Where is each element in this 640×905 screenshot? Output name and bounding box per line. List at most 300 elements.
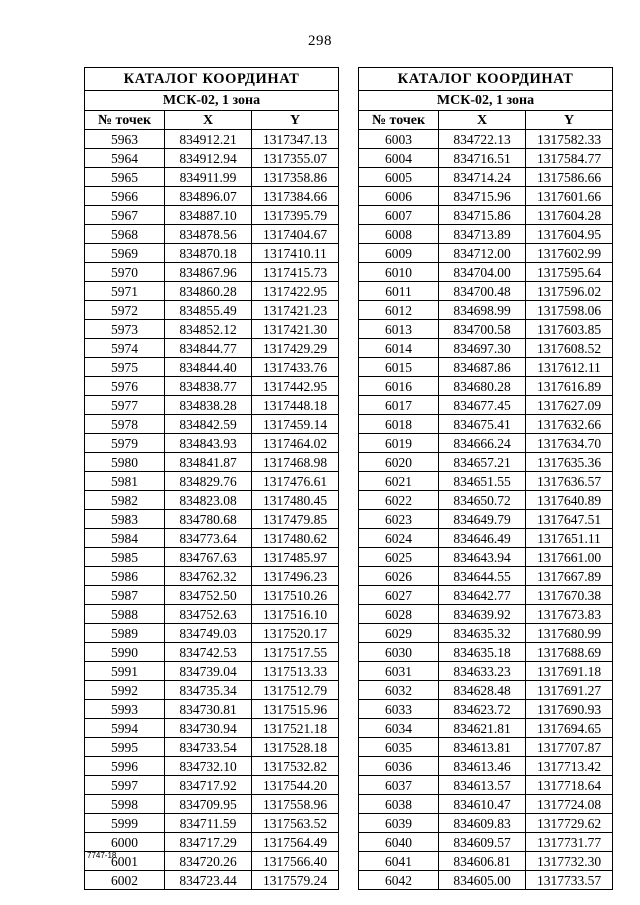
table-row — [85, 871, 339, 890]
point-number-cell: 5988 — [85, 605, 165, 624]
point-number-cell: 6008 — [359, 225, 439, 244]
point-number-cell: 5993 — [85, 700, 165, 719]
point-number-cell: 5969 — [85, 244, 165, 263]
y-coordinate-cell: 1317442.95 — [252, 377, 339, 396]
x-coordinate-cell: 834780.68 — [165, 510, 252, 529]
y-coordinate-cell: 1317513.33 — [252, 662, 339, 681]
x-coordinate-cell: 834642.77 — [439, 586, 526, 605]
x-coordinate-cell: 834717.92 — [165, 776, 252, 795]
y-coordinate-cell: 1317582.33 — [526, 130, 613, 149]
x-coordinate-cell: 834843.93 — [165, 434, 252, 453]
point-number-cell: 5977 — [85, 396, 165, 415]
table-row — [85, 263, 339, 282]
point-number-cell: 6027 — [359, 586, 439, 605]
x-coordinate-cell: 834912.21 — [165, 130, 252, 149]
y-coordinate-cell: 1317480.45 — [252, 491, 339, 510]
table-row — [85, 833, 339, 852]
x-coordinate-cell: 834610.47 — [439, 795, 526, 814]
y-coordinate-cell: 1317517.55 — [252, 643, 339, 662]
table-row — [85, 510, 339, 529]
point-number-cell: 6000 — [85, 833, 165, 852]
point-number-cell: 5974 — [85, 339, 165, 358]
point-number-cell: 6020 — [359, 453, 439, 472]
x-coordinate-cell: 834767.63 — [165, 548, 252, 567]
x-coordinate-cell: 834735.34 — [165, 681, 252, 700]
y-coordinate-cell: 1317512.79 — [252, 681, 339, 700]
table-row — [359, 605, 613, 624]
point-number-cell: 5983 — [85, 510, 165, 529]
table-row — [359, 396, 613, 415]
y-coordinate-cell: 1317586.66 — [526, 168, 613, 187]
x-coordinate-cell: 834723.44 — [165, 871, 252, 890]
y-coordinate-cell: 1317598.06 — [526, 301, 613, 320]
table-row — [85, 415, 339, 434]
y-coordinate-cell: 1317688.69 — [526, 643, 613, 662]
point-number-cell: 5979 — [85, 434, 165, 453]
point-number-cell: 6036 — [359, 757, 439, 776]
table-row — [359, 700, 613, 719]
table-title: КАТАЛОГ КООРДИНАТ — [359, 68, 613, 91]
point-number-cell: 6037 — [359, 776, 439, 795]
page-number: 298 — [308, 33, 332, 49]
y-coordinate-cell: 1317627.09 — [526, 396, 613, 415]
x-coordinate-cell: 834823.08 — [165, 491, 252, 510]
y-coordinate-cell: 1317515.96 — [252, 700, 339, 719]
y-coordinate-cell: 1317404.67 — [252, 225, 339, 244]
point-number-cell: 5963 — [85, 130, 165, 149]
point-number-cell: 6016 — [359, 377, 439, 396]
table-row — [359, 852, 613, 871]
point-number-cell: 5978 — [85, 415, 165, 434]
x-coordinate-cell: 834838.77 — [165, 377, 252, 396]
x-coordinate-cell: 834609.83 — [439, 814, 526, 833]
point-number-cell: 5996 — [85, 757, 165, 776]
table-row — [85, 377, 339, 396]
point-number-cell: 6039 — [359, 814, 439, 833]
x-coordinate-cell: 834711.59 — [165, 814, 252, 833]
x-coordinate-cell: 834739.04 — [165, 662, 252, 681]
x-coordinate-cell: 834639.92 — [439, 605, 526, 624]
y-coordinate-cell: 1317724.08 — [526, 795, 613, 814]
point-number-cell: 5985 — [85, 548, 165, 567]
table-row — [85, 700, 339, 719]
y-coordinate-cell: 1317532.82 — [252, 757, 339, 776]
point-number-cell: 6002 — [85, 871, 165, 890]
y-coordinate-cell: 1317564.49 — [252, 833, 339, 852]
table-row — [85, 624, 339, 643]
table-row — [359, 377, 613, 396]
y-coordinate-cell: 1317636.57 — [526, 472, 613, 491]
x-coordinate-cell: 834613.46 — [439, 757, 526, 776]
point-number-cell: 5994 — [85, 719, 165, 738]
x-coordinate-cell: 834887.10 — [165, 206, 252, 225]
x-coordinate-cell: 834677.45 — [439, 396, 526, 415]
point-number-cell: 5981 — [85, 472, 165, 491]
table-row — [85, 548, 339, 567]
table-row — [85, 244, 339, 263]
point-number-cell: 5976 — [85, 377, 165, 396]
y-coordinate-cell: 1317421.23 — [252, 301, 339, 320]
x-coordinate-cell: 834841.87 — [165, 453, 252, 472]
table-row — [85, 757, 339, 776]
point-number-cell: 5971 — [85, 282, 165, 301]
y-coordinate-cell: 1317612.11 — [526, 358, 613, 377]
table-row — [359, 320, 613, 339]
y-coordinate-cell: 1317673.83 — [526, 605, 613, 624]
point-number-cell: 6014 — [359, 339, 439, 358]
table-row — [359, 225, 613, 244]
y-coordinate-cell: 1317415.73 — [252, 263, 339, 282]
table-row — [85, 434, 339, 453]
y-coordinate-cell: 1317603.85 — [526, 320, 613, 339]
x-coordinate-cell: 834867.96 — [165, 263, 252, 282]
coordinate-catalog-table — [84, 67, 339, 890]
y-coordinate-cell: 1317358.86 — [252, 168, 339, 187]
point-number-cell: 6015 — [359, 358, 439, 377]
x-coordinate-cell: 834716.51 — [439, 149, 526, 168]
y-coordinate-cell: 1317718.64 — [526, 776, 613, 795]
table-row — [359, 776, 613, 795]
point-number-cell: 5998 — [85, 795, 165, 814]
table-row — [359, 453, 613, 472]
point-number-cell: 6032 — [359, 681, 439, 700]
point-number-cell: 6021 — [359, 472, 439, 491]
point-number-cell: 5982 — [85, 491, 165, 510]
point-number-cell: 6011 — [359, 282, 439, 301]
x-coordinate-cell: 834709.95 — [165, 795, 252, 814]
point-number-cell: 6025 — [359, 548, 439, 567]
x-coordinate-cell: 834657.21 — [439, 453, 526, 472]
point-number-cell: 5970 — [85, 263, 165, 282]
point-number-cell: 5986 — [85, 567, 165, 586]
table-row — [359, 415, 613, 434]
table-row — [359, 301, 613, 320]
column-header-x: X — [439, 111, 526, 130]
table-row — [359, 168, 613, 187]
y-coordinate-cell: 1317647.51 — [526, 510, 613, 529]
table-row — [85, 168, 339, 187]
point-number-cell: 5972 — [85, 301, 165, 320]
x-coordinate-cell: 834722.13 — [439, 130, 526, 149]
table-row — [85, 681, 339, 700]
x-coordinate-cell: 834715.96 — [439, 187, 526, 206]
table-row — [359, 491, 613, 510]
y-coordinate-cell: 1317667.89 — [526, 567, 613, 586]
x-coordinate-cell: 834749.03 — [165, 624, 252, 643]
point-number-cell: 5964 — [85, 149, 165, 168]
point-number-cell: 5995 — [85, 738, 165, 757]
table-row — [85, 491, 339, 510]
y-coordinate-cell: 1317510.26 — [252, 586, 339, 605]
table-row — [359, 586, 613, 605]
x-coordinate-cell: 834855.49 — [165, 301, 252, 320]
x-coordinate-cell: 834829.76 — [165, 472, 252, 491]
point-number-cell: 5991 — [85, 662, 165, 681]
point-number-cell: 6017 — [359, 396, 439, 415]
point-number-cell: 6033 — [359, 700, 439, 719]
point-number-cell: 6009 — [359, 244, 439, 263]
table-row — [359, 529, 613, 548]
point-number-cell: 6005 — [359, 168, 439, 187]
x-coordinate-cell: 834623.72 — [439, 700, 526, 719]
table-body — [85, 130, 339, 890]
y-coordinate-cell: 1317544.20 — [252, 776, 339, 795]
table-row — [359, 282, 613, 301]
point-number-cell: 6028 — [359, 605, 439, 624]
table-row — [85, 814, 339, 833]
x-coordinate-cell: 834621.81 — [439, 719, 526, 738]
column-header-point-number: № точек — [359, 111, 439, 130]
x-coordinate-cell: 834730.81 — [165, 700, 252, 719]
y-coordinate-cell: 1317476.61 — [252, 472, 339, 491]
table-row — [85, 567, 339, 586]
point-number-cell: 6018 — [359, 415, 439, 434]
y-coordinate-cell: 1317496.23 — [252, 567, 339, 586]
point-number-cell: 5997 — [85, 776, 165, 795]
point-number-cell: 5984 — [85, 529, 165, 548]
x-coordinate-cell: 834700.58 — [439, 320, 526, 339]
y-coordinate-cell: 1317459.14 — [252, 415, 339, 434]
x-coordinate-cell: 834742.53 — [165, 643, 252, 662]
x-coordinate-cell: 834762.32 — [165, 567, 252, 586]
y-coordinate-cell: 1317651.11 — [526, 529, 613, 548]
table-row — [359, 871, 613, 890]
table-row — [359, 472, 613, 491]
table-row — [85, 529, 339, 548]
point-number-cell: 6029 — [359, 624, 439, 643]
x-coordinate-cell: 834773.64 — [165, 529, 252, 548]
table-row — [359, 719, 613, 738]
point-number-cell: 5965 — [85, 168, 165, 187]
x-coordinate-cell: 834651.55 — [439, 472, 526, 491]
y-coordinate-cell: 1317694.65 — [526, 719, 613, 738]
y-coordinate-cell: 1317691.27 — [526, 681, 613, 700]
table-row — [359, 339, 613, 358]
point-number-cell: 6040 — [359, 833, 439, 852]
point-number-cell: 6004 — [359, 149, 439, 168]
table-row — [85, 852, 339, 871]
y-coordinate-cell: 1317690.93 — [526, 700, 613, 719]
x-coordinate-cell: 834842.59 — [165, 415, 252, 434]
table-row — [85, 320, 339, 339]
table-row — [359, 643, 613, 662]
x-coordinate-cell: 834613.81 — [439, 738, 526, 757]
x-coordinate-cell: 834687.86 — [439, 358, 526, 377]
table-row — [85, 187, 339, 206]
table-row — [359, 434, 613, 453]
column-header-y: Y — [252, 111, 339, 130]
y-coordinate-cell: 1317347.13 — [252, 130, 339, 149]
point-number-cell: 6035 — [359, 738, 439, 757]
y-coordinate-cell: 1317520.17 — [252, 624, 339, 643]
table-row — [359, 130, 613, 149]
point-number-cell: 6019 — [359, 434, 439, 453]
footer-code: 7747-18 — [87, 851, 117, 860]
point-number-cell: 6007 — [359, 206, 439, 225]
y-coordinate-cell: 1317635.36 — [526, 453, 613, 472]
table-row — [359, 263, 613, 282]
table-row — [85, 662, 339, 681]
y-coordinate-cell: 1317713.42 — [526, 757, 613, 776]
x-coordinate-cell: 834700.48 — [439, 282, 526, 301]
table-subtitle: МСК-02, 1 зона — [85, 91, 339, 111]
table-row — [359, 795, 613, 814]
point-number-cell: 6006 — [359, 187, 439, 206]
column-header-point-number: № точек — [85, 111, 165, 130]
x-coordinate-cell: 834633.23 — [439, 662, 526, 681]
x-coordinate-cell: 834852.12 — [165, 320, 252, 339]
table-row — [359, 510, 613, 529]
y-coordinate-cell: 1317729.62 — [526, 814, 613, 833]
y-coordinate-cell: 1317732.30 — [526, 852, 613, 871]
x-coordinate-cell: 834896.07 — [165, 187, 252, 206]
x-coordinate-cell: 834870.18 — [165, 244, 252, 263]
point-number-cell: 5966 — [85, 187, 165, 206]
x-coordinate-cell: 834643.94 — [439, 548, 526, 567]
point-number-cell: 6031 — [359, 662, 439, 681]
point-number-cell: 6030 — [359, 643, 439, 662]
y-coordinate-cell: 1317670.38 — [526, 586, 613, 605]
y-coordinate-cell: 1317707.87 — [526, 738, 613, 757]
table-row — [359, 567, 613, 586]
x-coordinate-cell: 834732.10 — [165, 757, 252, 776]
x-coordinate-cell: 834911.99 — [165, 168, 252, 187]
x-coordinate-cell: 834646.49 — [439, 529, 526, 548]
y-coordinate-cell: 1317429.29 — [252, 339, 339, 358]
y-coordinate-cell: 1317616.89 — [526, 377, 613, 396]
table-row — [85, 225, 339, 244]
y-coordinate-cell: 1317521.18 — [252, 719, 339, 738]
point-number-cell: 5987 — [85, 586, 165, 605]
x-coordinate-cell: 834635.32 — [439, 624, 526, 643]
y-coordinate-cell: 1317601.66 — [526, 187, 613, 206]
point-number-cell: 6023 — [359, 510, 439, 529]
x-coordinate-cell: 834844.77 — [165, 339, 252, 358]
y-coordinate-cell: 1317479.85 — [252, 510, 339, 529]
x-coordinate-cell: 834715.86 — [439, 206, 526, 225]
x-coordinate-cell: 834609.57 — [439, 833, 526, 852]
y-coordinate-cell: 1317632.66 — [526, 415, 613, 434]
table-row — [85, 358, 339, 377]
point-number-cell: 5975 — [85, 358, 165, 377]
table-body — [359, 130, 613, 890]
x-coordinate-cell: 834666.24 — [439, 434, 526, 453]
table-row — [85, 130, 339, 149]
point-number-cell: 5999 — [85, 814, 165, 833]
y-coordinate-cell: 1317680.99 — [526, 624, 613, 643]
x-coordinate-cell: 834717.29 — [165, 833, 252, 852]
point-number-cell: 6038 — [359, 795, 439, 814]
y-coordinate-cell: 1317421.30 — [252, 320, 339, 339]
x-coordinate-cell: 834878.56 — [165, 225, 252, 244]
y-coordinate-cell: 1317733.57 — [526, 871, 613, 890]
table-row — [359, 244, 613, 263]
y-coordinate-cell: 1317604.95 — [526, 225, 613, 244]
table-row — [85, 719, 339, 738]
x-coordinate-cell: 834844.40 — [165, 358, 252, 377]
point-number-cell: 5990 — [85, 643, 165, 662]
coordinate-catalog-table — [358, 67, 613, 890]
table-row — [359, 149, 613, 168]
table-row — [85, 339, 339, 358]
x-coordinate-cell: 834712.00 — [439, 244, 526, 263]
y-coordinate-cell: 1317608.52 — [526, 339, 613, 358]
y-coordinate-cell: 1317595.64 — [526, 263, 613, 282]
table-row — [359, 624, 613, 643]
y-coordinate-cell: 1317528.18 — [252, 738, 339, 757]
y-coordinate-cell: 1317566.40 — [252, 852, 339, 871]
y-coordinate-cell: 1317604.28 — [526, 206, 613, 225]
y-coordinate-cell: 1317433.76 — [252, 358, 339, 377]
y-coordinate-cell: 1317640.89 — [526, 491, 613, 510]
point-number-cell: 5992 — [85, 681, 165, 700]
table-row — [359, 548, 613, 567]
point-number-cell: 5980 — [85, 453, 165, 472]
point-number-cell: 6024 — [359, 529, 439, 548]
x-coordinate-cell: 834644.55 — [439, 567, 526, 586]
x-coordinate-cell: 834606.81 — [439, 852, 526, 871]
y-coordinate-cell: 1317691.18 — [526, 662, 613, 681]
y-coordinate-cell: 1317661.00 — [526, 548, 613, 567]
point-number-cell: 6012 — [359, 301, 439, 320]
point-number-cell: 5967 — [85, 206, 165, 225]
x-coordinate-cell: 834649.79 — [439, 510, 526, 529]
x-coordinate-cell: 834752.63 — [165, 605, 252, 624]
x-coordinate-cell: 834675.41 — [439, 415, 526, 434]
table-row — [85, 282, 339, 301]
point-number-cell: 6042 — [359, 871, 439, 890]
table-row — [359, 358, 613, 377]
x-coordinate-cell: 834704.00 — [439, 263, 526, 282]
y-coordinate-cell: 1317468.98 — [252, 453, 339, 472]
point-number-cell: 6034 — [359, 719, 439, 738]
table-title: КАТАЛОГ КООРДИНАТ — [85, 68, 339, 91]
y-coordinate-cell: 1317384.66 — [252, 187, 339, 206]
y-coordinate-cell: 1317602.99 — [526, 244, 613, 263]
x-coordinate-cell: 834912.94 — [165, 149, 252, 168]
table-subtitle: МСК-02, 1 зона — [359, 91, 613, 111]
table-row — [359, 206, 613, 225]
table-row — [85, 776, 339, 795]
y-coordinate-cell: 1317558.96 — [252, 795, 339, 814]
table-row — [85, 301, 339, 320]
x-coordinate-cell: 834714.24 — [439, 168, 526, 187]
x-coordinate-cell: 834860.28 — [165, 282, 252, 301]
point-number-cell: 6013 — [359, 320, 439, 339]
table-row — [359, 833, 613, 852]
x-coordinate-cell: 834838.28 — [165, 396, 252, 415]
x-coordinate-cell: 834698.99 — [439, 301, 526, 320]
column-header-x: X — [165, 111, 252, 130]
x-coordinate-cell: 834713.89 — [439, 225, 526, 244]
table-row — [359, 187, 613, 206]
y-coordinate-cell: 1317579.24 — [252, 871, 339, 890]
x-coordinate-cell: 834680.28 — [439, 377, 526, 396]
table-row — [85, 206, 339, 225]
column-header-y: Y — [526, 111, 613, 130]
x-coordinate-cell: 834613.57 — [439, 776, 526, 795]
y-coordinate-cell: 1317448.18 — [252, 396, 339, 415]
y-coordinate-cell: 1317563.52 — [252, 814, 339, 833]
table-row — [359, 681, 613, 700]
y-coordinate-cell: 1317731.77 — [526, 833, 613, 852]
point-number-cell: 6001 — [85, 852, 165, 871]
table-row — [85, 643, 339, 662]
x-coordinate-cell: 834730.94 — [165, 719, 252, 738]
x-coordinate-cell: 834635.18 — [439, 643, 526, 662]
y-coordinate-cell: 1317516.10 — [252, 605, 339, 624]
x-coordinate-cell: 834733.54 — [165, 738, 252, 757]
